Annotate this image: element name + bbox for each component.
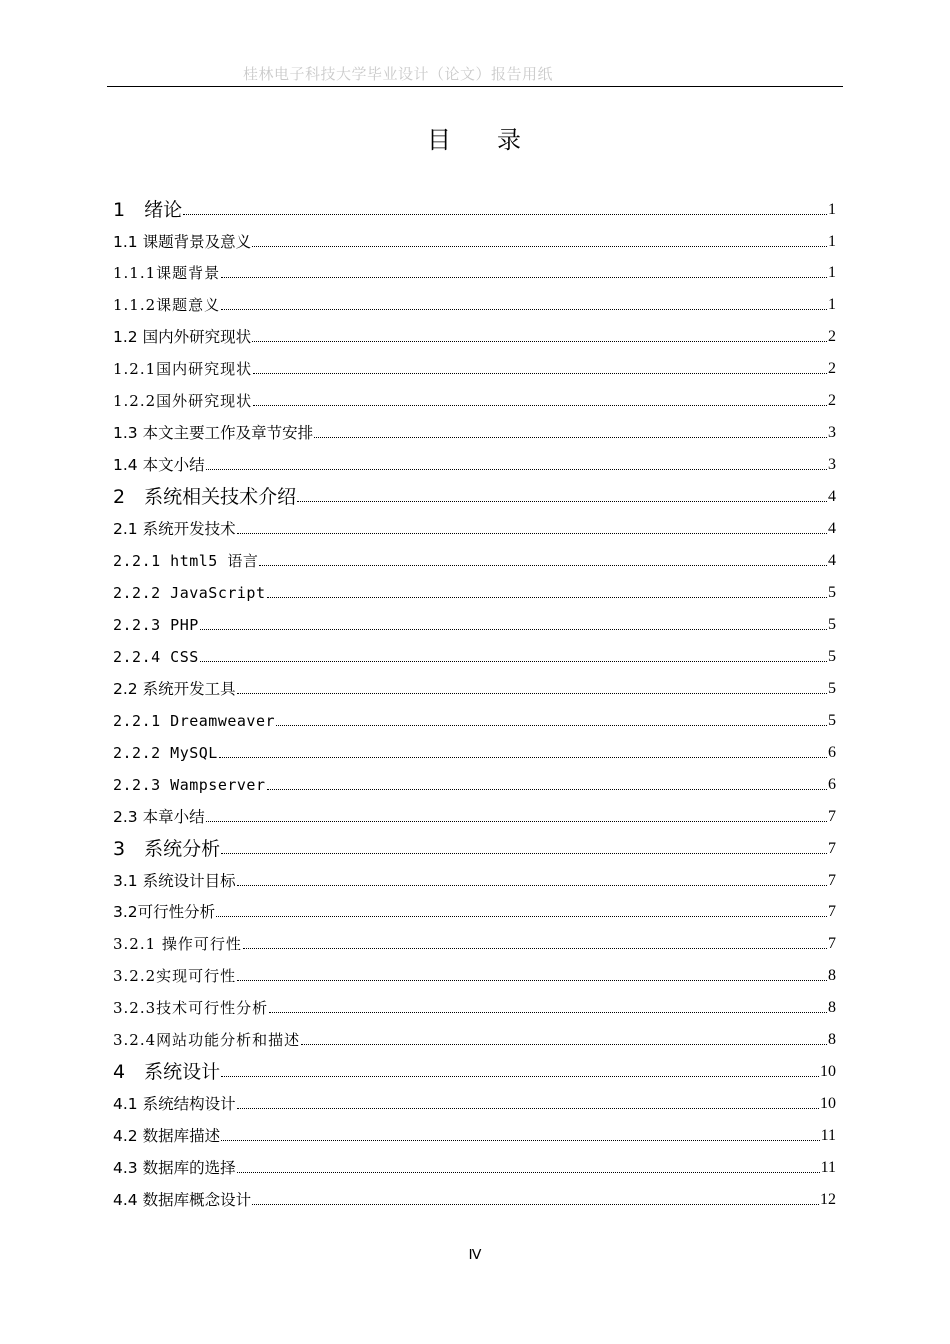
toc-entry-page: 5 bbox=[828, 616, 836, 633]
toc-entry-label: 3.1 系统设计目标 bbox=[113, 872, 236, 890]
toc-entry-page: 2 bbox=[828, 392, 836, 409]
toc-entry-label: 3.2.1 操作可行性 bbox=[113, 935, 242, 953]
toc-entry-page: 1 bbox=[828, 201, 836, 218]
toc-entry[interactable] bbox=[113, 962, 836, 986]
toc-entry-page: 11 bbox=[820, 1127, 836, 1144]
toc-entry-page: 7 bbox=[828, 935, 836, 952]
toc-entry[interactable] bbox=[113, 867, 836, 891]
toc-entry[interactable] bbox=[113, 291, 836, 315]
toc-entry[interactable] bbox=[113, 196, 836, 220]
toc-entry-label: 1.1 课题背景及意义 bbox=[113, 233, 252, 251]
toc-entry-label: 4.1 系统结构设计 bbox=[113, 1095, 236, 1113]
toc-entry-page: 10 bbox=[820, 1095, 836, 1112]
toc-dot-leader bbox=[206, 469, 827, 470]
toc-entry-label: 4 系统设计 bbox=[113, 1061, 221, 1083]
toc-entry-label: 1.2.1国内研究现状 bbox=[113, 360, 253, 378]
toc-entry-page: 1 bbox=[828, 233, 836, 250]
toc-dot-leader bbox=[237, 885, 827, 886]
toc-entry-label: 2.2.2 JavaScript bbox=[113, 584, 266, 602]
toc-entry[interactable] bbox=[113, 1154, 836, 1178]
toc-entry-label: 1.2 国内外研究现状 bbox=[113, 328, 252, 346]
toc-dot-leader bbox=[253, 373, 827, 374]
toc-dot-leader bbox=[221, 1076, 819, 1077]
toc-entry-label: 1.1.1课题背景 bbox=[113, 264, 221, 282]
toc-dot-leader bbox=[200, 629, 827, 630]
toc-title-right: 录 bbox=[497, 126, 523, 154]
toc-entry-label: 2.3 本章小结 bbox=[113, 808, 205, 826]
toc-entry[interactable] bbox=[113, 387, 836, 411]
toc-dot-leader bbox=[243, 948, 827, 949]
toc-entry-page: 2 bbox=[828, 328, 836, 345]
toc-entry-label: 2.2.1 Dreamweaver bbox=[113, 712, 276, 730]
page-number: Ⅳ bbox=[468, 1248, 482, 1263]
toc-entry[interactable] bbox=[113, 771, 836, 795]
toc-entry-page: 4 bbox=[828, 488, 836, 505]
toc-entry-label: 2.2.3 PHP bbox=[113, 616, 199, 634]
toc-dot-leader bbox=[314, 437, 827, 438]
toc-dot-leader bbox=[237, 1172, 820, 1173]
toc-entry-label: 3.2.4网站功能分析和描述 bbox=[113, 1031, 301, 1049]
toc-entry[interactable] bbox=[113, 1122, 836, 1146]
toc-dot-leader bbox=[221, 309, 827, 310]
toc-entry-page: 7 bbox=[828, 840, 836, 857]
toc-entry-page: 6 bbox=[828, 744, 836, 761]
toc-dot-leader bbox=[276, 725, 827, 726]
toc-title bbox=[0, 120, 950, 155]
toc-dot-leader bbox=[269, 1012, 827, 1013]
toc-entry[interactable] bbox=[113, 483, 836, 507]
toc-entry-label: 2.2.4 CSS bbox=[113, 648, 199, 666]
toc-entry[interactable] bbox=[113, 259, 836, 283]
toc-entry-page: 5 bbox=[828, 648, 836, 665]
toc-entry-page: 2 bbox=[828, 360, 836, 377]
toc-entry-label: 2.2.1 html5 语言 bbox=[113, 552, 259, 570]
toc-entry-page: 1 bbox=[828, 264, 836, 281]
toc-entry-label: 3.2可行性分析 bbox=[113, 903, 216, 921]
toc-dot-leader bbox=[200, 661, 827, 662]
toc-entry-label: 2.2 系统开发工具 bbox=[113, 680, 236, 698]
header-rule bbox=[107, 86, 843, 87]
toc-entry[interactable] bbox=[113, 898, 836, 922]
toc-entry[interactable] bbox=[113, 228, 836, 252]
toc-entry-page: 5 bbox=[828, 680, 836, 697]
toc-entry-page: 10 bbox=[820, 1063, 836, 1080]
toc-entry-label: 2.2.3 Wampserver bbox=[113, 776, 266, 794]
toc-dot-leader bbox=[237, 693, 827, 694]
toc-entry[interactable] bbox=[113, 547, 836, 571]
toc-entry[interactable] bbox=[113, 419, 836, 443]
running-header: 桂林电子科技大学毕业设计（论文）报告用纸 bbox=[243, 65, 554, 83]
toc-entry-label: 4.3 数据库的选择 bbox=[113, 1159, 236, 1177]
toc-entry-label: 1.4 本文小结 bbox=[113, 456, 205, 474]
toc-entry[interactable] bbox=[113, 675, 836, 699]
toc-entry[interactable] bbox=[113, 611, 836, 635]
toc-dot-leader bbox=[216, 916, 827, 917]
toc-entry[interactable] bbox=[113, 739, 836, 763]
toc-entry-label: 3.2.2实现可行性 bbox=[113, 967, 237, 985]
toc-dot-leader bbox=[252, 341, 827, 342]
toc-dot-leader bbox=[221, 1140, 820, 1141]
toc-entry-page: 4 bbox=[828, 552, 836, 569]
toc-entry[interactable] bbox=[113, 994, 836, 1018]
toc-entry-page: 7 bbox=[828, 872, 836, 889]
toc-entry-page: 7 bbox=[828, 808, 836, 825]
toc-dot-leader bbox=[237, 533, 827, 534]
toc-dot-leader bbox=[267, 597, 828, 598]
toc-entry[interactable] bbox=[113, 1186, 836, 1210]
toc-entry[interactable] bbox=[113, 1026, 836, 1050]
toc-entry-page: 8 bbox=[828, 967, 836, 984]
toc-entry-label: 2 系统相关技术介绍 bbox=[113, 486, 297, 508]
toc-entry[interactable] bbox=[113, 1090, 836, 1114]
toc-entry[interactable] bbox=[113, 707, 836, 731]
toc-entry-page: 1 bbox=[828, 296, 836, 313]
toc-entry-label: 4.4 数据库概念设计 bbox=[113, 1191, 252, 1209]
toc-entry-page: 6 bbox=[828, 776, 836, 793]
toc-entry-page: 8 bbox=[828, 999, 836, 1016]
toc-entry-label: 1.2.2国外研究现状 bbox=[113, 392, 253, 410]
toc-dot-leader bbox=[301, 1044, 827, 1045]
toc-dot-leader bbox=[259, 565, 827, 566]
toc-entry[interactable] bbox=[113, 579, 836, 603]
toc-entry-label: 1.3 本文主要工作及章节安排 bbox=[113, 424, 314, 442]
toc-entry-label: 1 绪论 bbox=[113, 199, 183, 221]
toc-dot-leader bbox=[221, 853, 827, 854]
toc-entry-page: 3 bbox=[828, 456, 836, 473]
toc-entry-page: 4 bbox=[828, 520, 836, 537]
toc-entry-label: 2.1 系统开发技术 bbox=[113, 520, 236, 538]
toc-entry-page: 7 bbox=[828, 903, 836, 920]
toc-entry-page: 5 bbox=[828, 712, 836, 729]
toc-dot-leader bbox=[183, 214, 827, 215]
toc-entry[interactable] bbox=[113, 451, 836, 475]
toc-dot-leader bbox=[267, 789, 828, 790]
toc-dot-leader bbox=[237, 980, 827, 981]
toc-entry-page: 8 bbox=[828, 1031, 836, 1048]
toc-entry-page: 12 bbox=[820, 1191, 836, 1208]
toc-entry[interactable] bbox=[113, 643, 836, 667]
toc-entry[interactable] bbox=[113, 355, 836, 379]
toc-entry[interactable] bbox=[113, 1058, 836, 1082]
toc-entry-page: 3 bbox=[828, 424, 836, 441]
toc-entry-page: 11 bbox=[820, 1159, 836, 1176]
toc-dot-leader bbox=[206, 821, 827, 822]
toc-dot-leader bbox=[297, 501, 827, 502]
toc-entry[interactable] bbox=[113, 803, 836, 827]
toc-entry[interactable] bbox=[113, 835, 836, 859]
toc-entry-label: 1.1.2课题意义 bbox=[113, 296, 221, 314]
toc-dot-leader bbox=[252, 246, 827, 247]
toc-title-left: 目 bbox=[427, 126, 453, 154]
toc-entry-label: 3.2.3技术可行性分析 bbox=[113, 999, 269, 1017]
toc-entry[interactable] bbox=[113, 323, 836, 347]
toc-dot-leader bbox=[253, 405, 827, 406]
toc-dot-leader bbox=[252, 1204, 819, 1205]
toc-entry-label: 4.2 数据库描述 bbox=[113, 1127, 221, 1145]
toc-dot-leader bbox=[237, 1108, 819, 1109]
toc-entry-page: 5 bbox=[828, 584, 836, 601]
toc-entry-label: 2.2.2 MySQL bbox=[113, 744, 218, 762]
toc-dot-leader bbox=[219, 757, 827, 758]
toc-dot-leader bbox=[221, 277, 827, 278]
toc-entry[interactable] bbox=[113, 515, 836, 539]
toc-entry[interactable] bbox=[113, 930, 836, 954]
toc-entry-label: 3 系统分析 bbox=[113, 838, 221, 860]
